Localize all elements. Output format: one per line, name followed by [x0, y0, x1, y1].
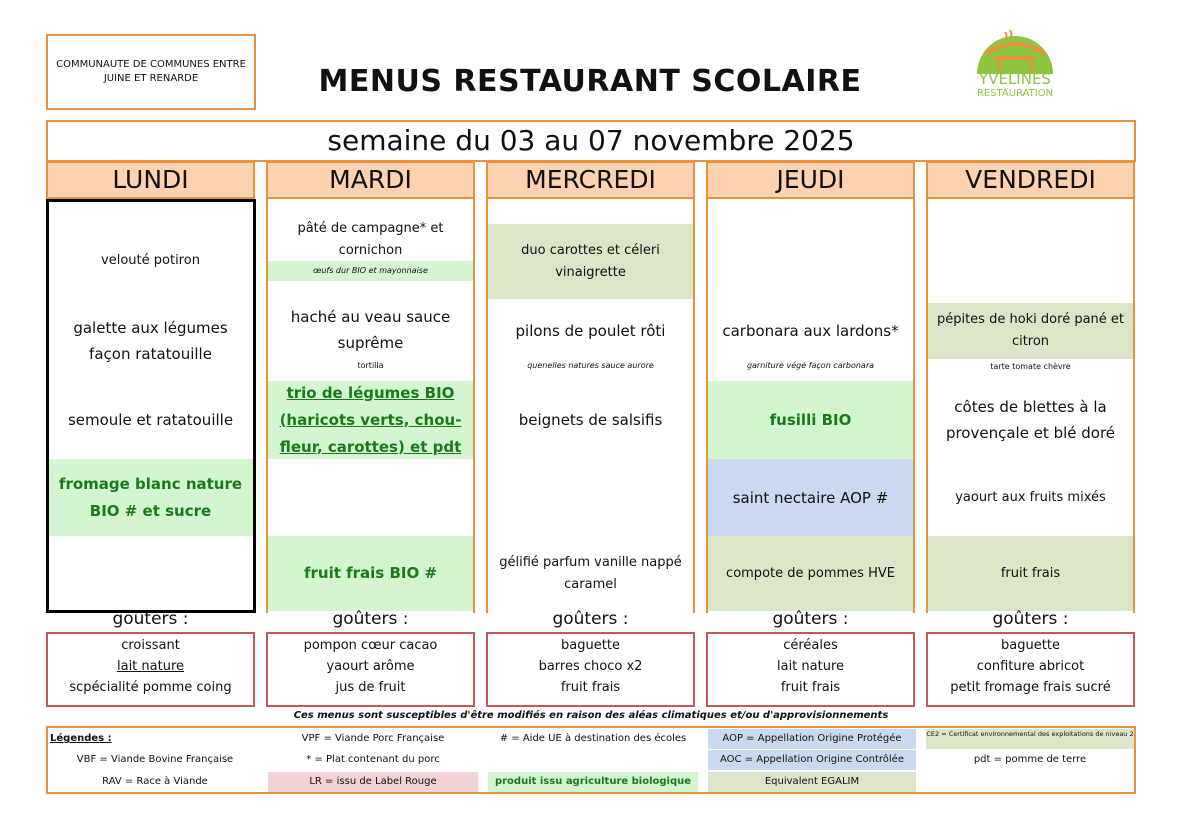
snack-item: croissant	[121, 638, 180, 653]
legend-egalim: Equivalent EGALIM	[708, 772, 916, 792]
dairy-jeudi	[708, 459, 913, 536]
dish: duo carottes et céleri vinaigrette	[521, 242, 660, 280]
day-header-mercredi: MERCREDI	[488, 161, 693, 199]
starter-alt-mardi	[268, 261, 473, 281]
snack-item: confiture abricot	[976, 659, 1085, 674]
snack-box-mardi	[266, 632, 475, 707]
legend-title: Légendes :	[50, 733, 112, 744]
main-mercredi	[488, 306, 693, 356]
dish: beignets de salsifis	[518, 411, 663, 429]
snack-item: lait nature	[116, 659, 185, 674]
legend-box	[46, 726, 1136, 794]
starter-vendredi	[928, 223, 1133, 299]
main-alt-mardi	[268, 359, 473, 373]
side-mercredi	[488, 381, 693, 459]
dish: pâté de campagne* et cornichon	[297, 221, 444, 258]
snack-box-vendredi	[926, 632, 1135, 707]
day-header-mardi: MARDI	[268, 161, 473, 199]
dish: fruit frais BIO #	[303, 564, 438, 582]
dish: galette aux légumes façon ratatouille	[73, 319, 228, 363]
starter-mardi	[268, 219, 473, 261]
dish: fruit frais	[1000, 565, 1061, 581]
logo-text-yvelines: YVELINES	[979, 70, 1051, 88]
snack-item: fruit frais	[560, 680, 621, 695]
side-jeudi	[708, 381, 913, 459]
snack-label: goûters :	[332, 609, 409, 629]
snack-item: scpécialité pomme coing	[69, 680, 232, 695]
dish: pilons de poulet rôti	[515, 322, 666, 340]
legend-vpf: VPF = Viande Porc Française	[301, 733, 445, 744]
snack-item: petit fromage frais sucré	[950, 680, 1111, 695]
main-mardi	[268, 301, 473, 359]
logo-emblem-icon	[955, 26, 1075, 76]
legend-bio: produit issu agriculture biologique	[488, 772, 698, 792]
snack-item: baguette	[561, 638, 620, 653]
snack-box-mercredi	[486, 632, 695, 707]
legend-ce2: CE2 = Certificat environnemental des exploitations de niveau 2	[926, 729, 1134, 749]
dish: carbonara aux lardons*	[722, 322, 899, 340]
starter-jeudi	[708, 223, 913, 299]
dish: fusilli BIO	[769, 410, 852, 429]
snack-label: goûters :	[112, 609, 189, 629]
dish: pépites de hoki doré pané et citron	[936, 312, 1125, 349]
main-jeudi	[708, 306, 913, 356]
dish: velouté potiron	[101, 253, 200, 268]
dish-alternative: œufs dur BIO et mayonnaise	[313, 266, 428, 275]
dish: fromage blanc nature BIO # et sucre	[58, 474, 243, 520]
snack-item: yaourt arôme	[326, 659, 415, 674]
day-column-mercredi	[486, 161, 695, 613]
dish: haché au veau sauce suprême	[290, 308, 451, 352]
day-header-jeudi: JEUDI	[708, 161, 913, 199]
lundi-highlight-frame	[46, 199, 256, 613]
legend-vbf: VBF = Viande Bovine Française	[76, 754, 234, 765]
organisation-box	[46, 34, 256, 110]
snack-label: goûters :	[992, 609, 1069, 629]
snack-item: fruit frais	[780, 680, 841, 695]
disclaimer-note: Ces menus sont susceptibles d'être modifiés en raison des aléas climatiques et/ou d'approvisionnements	[293, 710, 889, 721]
dish-alternative: garniture végé façon carbonara	[746, 361, 875, 370]
dish: gélifié parfum vanille nappé caramel	[499, 554, 682, 592]
legend-pdt: pdt = pomme de terre	[973, 754, 1087, 765]
legend-plat-porc: * = Plat contenant du porc	[306, 754, 440, 765]
main-alt-jeudi	[708, 359, 913, 373]
dish: yaourt aux fruits mixés	[955, 489, 1106, 505]
dish: trio de légumes BIO (haricots verts, chou-fleur, carottes) et pdt	[279, 383, 462, 456]
legend-aoc: AOC = Appellation Origine Contrôlée	[708, 750, 916, 770]
yvelines-restauration-logo	[955, 26, 1075, 104]
dish: saint nectaire AOP #	[732, 488, 889, 507]
legend-rav: RAV = Race à Viande	[102, 776, 208, 787]
day-column-vendredi	[926, 161, 1135, 613]
snack-item: pompon cœur cacao	[303, 638, 438, 653]
dish: semoule et ratatouille	[67, 411, 234, 429]
legend-label-rouge: LR = issu de Label Rouge	[268, 772, 478, 792]
snack-box-lundi	[46, 632, 255, 707]
day-header-vendredi: VENDREDI	[928, 161, 1133, 199]
dairy-mardi	[268, 459, 473, 536]
snack-item: jus de fruit	[335, 680, 406, 695]
side-vendredi	[928, 381, 1133, 459]
dish-alternative: quenelles natures sauce aurore	[527, 361, 654, 370]
dairy-mercredi	[488, 459, 693, 536]
legend-aide-ue: # = Aide UE à destination des écoles	[499, 733, 687, 744]
legend-aop: AOP = Appellation Origine Protégée	[708, 729, 916, 749]
snack-item: céréales	[783, 638, 838, 653]
dessert-vendredi	[928, 536, 1133, 611]
dessert-mardi	[268, 536, 473, 611]
dessert-mercredi	[488, 536, 693, 611]
page-title: MENUS RESTAURANT SCOLAIRE	[318, 64, 862, 99]
main-vendredi	[928, 303, 1133, 359]
starter-mercredi	[488, 224, 693, 299]
logo-text-restauration: RESTAURATION	[976, 88, 1054, 99]
main-alt-mercredi	[488, 359, 693, 373]
main-alt-vendredi	[928, 360, 1133, 374]
snack-item: baguette	[1001, 638, 1060, 653]
snack-box-jeudi	[706, 632, 915, 707]
dish: compote de pommes HVE	[726, 565, 895, 581]
dairy-vendredi	[928, 459, 1133, 536]
snack-label: goûters :	[552, 609, 629, 629]
snack-item: barres choco x2	[538, 659, 643, 674]
day-header-lundi: LUNDI	[48, 161, 253, 199]
dish-alternative: tarte tomate chèvre	[990, 362, 1071, 371]
side-mardi	[268, 381, 473, 459]
snack-item: lait nature	[776, 659, 845, 674]
dish: côtes de blettes à la provençale et blé doré	[945, 398, 1116, 442]
dish-alternative: tortilla	[357, 361, 384, 370]
day-column-mardi	[266, 161, 475, 613]
organisation-name: COMMUNAUTE DE COMMUNES ENTRE JUINE ET RENARDE	[56, 59, 246, 84]
dessert-jeudi	[708, 536, 913, 611]
snack-label: goûters :	[772, 609, 849, 629]
week-title: semaine du 03 au 07 novembre 2025	[46, 120, 1136, 162]
day-column-jeudi	[706, 161, 915, 613]
